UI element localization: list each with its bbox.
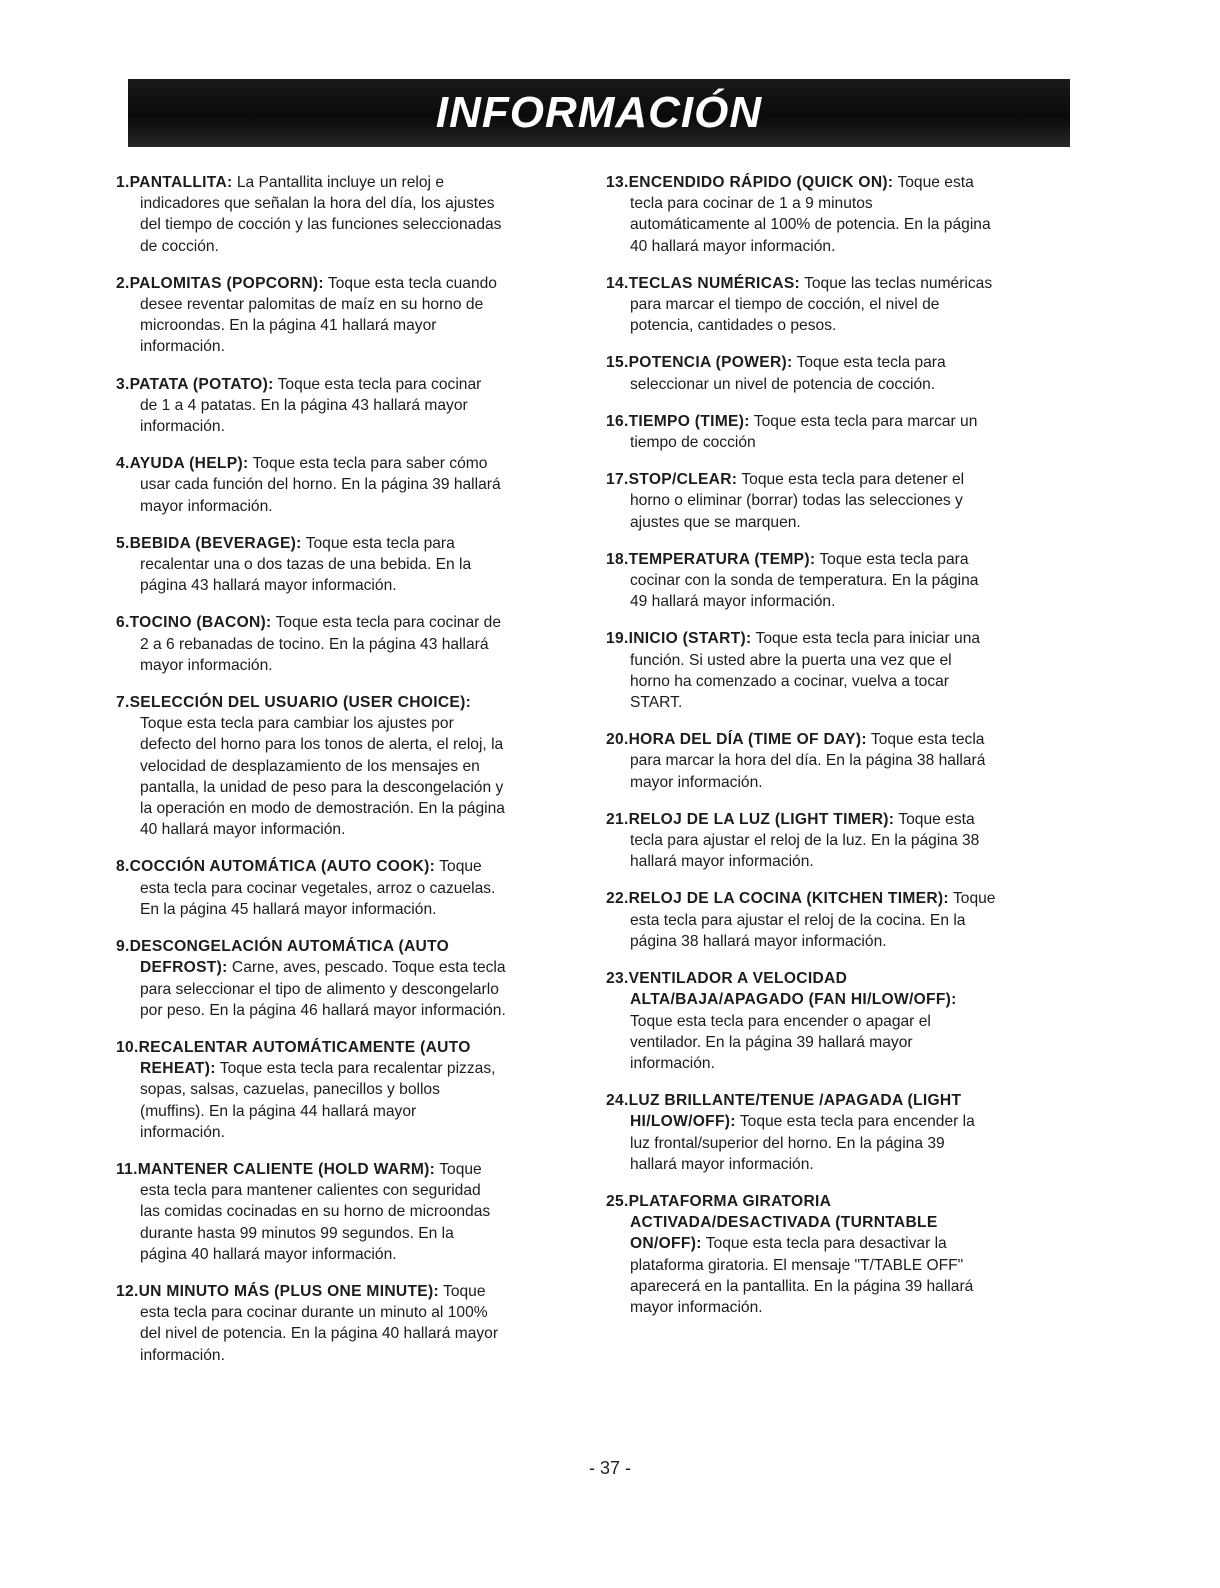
legend-entry (116, 936, 586, 1021)
entry-key-label: HI/LOW/OFF): (630, 1113, 736, 1131)
entry-line (606, 469, 1068, 490)
entry-text: 40 hallará mayor información. (140, 821, 346, 839)
entry-line (606, 1090, 1068, 1111)
entry-text: Toque esta tecla para iniciar una (751, 630, 981, 648)
entry-line (116, 878, 586, 899)
entry-text: durante hasta 99 minutos 99 segundos. En la (140, 1224, 454, 1242)
legend-entry (606, 809, 1068, 873)
entry-line (116, 692, 586, 713)
left-column (116, 172, 586, 1382)
entry-line (606, 671, 1068, 692)
entry-line (116, 496, 586, 517)
entry-text: Toque (435, 858, 482, 876)
entry-key-label: 16.TIEMPO (TIME): (606, 412, 750, 430)
entry-line (116, 1302, 586, 1323)
entry-line (606, 931, 1068, 952)
entry-key-label: 17.STOP/CLEAR: (606, 471, 738, 489)
entry-line (606, 1133, 1068, 1154)
entry-line (116, 777, 586, 798)
entry-text: Toque (438, 1282, 486, 1300)
legend-entry (606, 1191, 1068, 1318)
entry-line (606, 628, 1068, 649)
entry-text: potencia, cantidades o pesos. (630, 317, 837, 335)
entry-line (606, 490, 1068, 511)
entry-line (116, 1058, 586, 1079)
legend-entry (116, 273, 586, 358)
entry-text: la operación en modo de demostración. En la página (140, 800, 505, 818)
legend-entry (116, 374, 586, 438)
entry-key-label: 9.DESCONGELACIÓN AUTOMÁTICA (AUTO (116, 938, 450, 956)
entry-line (606, 772, 1068, 793)
entry-key-label: 6.TOCINO (BACON): (116, 614, 272, 632)
entry-line (606, 1233, 1068, 1254)
entry-text: plataforma giratoria. El mensaje "T/TABLE OFF" (630, 1256, 964, 1274)
legend-entry (606, 888, 1068, 952)
entry-key-label: 1.PANTALLITA: (116, 174, 233, 191)
entry-text: cocinar con la sonda de temperatura. En la página (630, 572, 979, 590)
entry-text: del nivel de potencia. En la página 40 hallará mayor (140, 1325, 499, 1343)
legend-entry (606, 729, 1068, 793)
entry-text: para marcar el tiempo de cocción, el nivel de (630, 296, 940, 314)
entry-line (116, 474, 586, 495)
legend-entry (116, 453, 586, 517)
entry-text: horno o eliminar (borrar) todas las selecciones y (630, 492, 963, 510)
entry-line (116, 554, 586, 575)
entry-text: mayor información. (140, 656, 273, 674)
entry-text: luz frontal/superior del horno. En la página 39 (630, 1134, 945, 1152)
entry-line (606, 1032, 1068, 1053)
legend-entry (606, 172, 1068, 257)
entry-text: de cocción. (140, 237, 219, 255)
entry-text: las comidas cocinadas en su horno de microondas (140, 1203, 491, 1221)
entry-line (116, 1079, 586, 1100)
entry-key-label: 11.MANTENER CALIENTE (HOLD WARM): (116, 1160, 436, 1178)
entry-text: Toque (435, 1160, 482, 1178)
entry-line (116, 655, 586, 676)
entry-key-label: 22.RELOJ DE LA COCINA (KITCHEN TIMER): (606, 890, 949, 908)
entry-line (606, 1111, 1068, 1132)
entry-text: desee reventar palomitas de maíz en su horno de (140, 296, 484, 314)
entry-text: tiempo de cocción (630, 434, 756, 452)
entry-text: información. (140, 338, 225, 356)
entry-line (116, 1201, 586, 1222)
entry-line (116, 612, 586, 633)
entry-key-label: 12.UN MINUTO MÁS (PLUS ONE MINUTE): (116, 1282, 439, 1300)
legend-entry (116, 533, 586, 597)
entry-line (606, 570, 1068, 591)
entry-text: mayor información. (140, 497, 273, 515)
entry-line (606, 193, 1068, 214)
entry-line (606, 1154, 1068, 1175)
legend-entry (116, 692, 586, 840)
entry-text: hallará mayor información. (630, 853, 814, 871)
entry-text: página 40 hallará mayor información. (140, 1245, 397, 1263)
entry-key-label: 18.TEMPERATURA (TEMP): (606, 550, 816, 568)
entry-line (116, 1223, 586, 1244)
entry-key-label: 24.LUZ BRILLANTE/TENUE /APAGADA (LIGHT (606, 1092, 962, 1110)
entry-key-label: DEFROST): (140, 959, 228, 977)
entry-line (116, 1244, 586, 1265)
entry-text: Toque esta tecla para detener el (737, 471, 965, 489)
entry-text: para seleccionar el tipo de alimento y descongelarlo (140, 980, 499, 998)
entry-key-label: REHEAT): (140, 1060, 216, 1078)
entry-text: Toque esta tecla para (301, 534, 455, 552)
entry-line (606, 1191, 1068, 1212)
entry-text: Toque esta tecla para (792, 354, 946, 372)
entry-line (606, 172, 1068, 193)
page-title: INFORMACIÓN (435, 88, 763, 137)
entry-line (116, 236, 586, 257)
entry-text: Toque esta tecla para recalentar pizzas, (215, 1060, 496, 1078)
entry-line (606, 374, 1068, 395)
entry-text: automáticamente al 100% de potencia. En la página (630, 216, 991, 234)
entry-line (606, 432, 1068, 453)
entry-line (116, 1281, 586, 1302)
entry-line (606, 273, 1068, 294)
entry-line (606, 1255, 1068, 1276)
entry-text: Toque esta tecla para (815, 550, 969, 568)
entry-line (606, 888, 1068, 909)
entry-key-label: 23.VENTILADOR A VELOCIDAD (606, 970, 848, 988)
entry-key-label: 4.AYUDA (HELP): (116, 455, 249, 473)
entry-text: recalentar una o dos tazas de una bebida. En la (140, 556, 472, 574)
entry-line (116, 756, 586, 777)
entry-line (606, 910, 1068, 931)
entry-key-label: 3.PATATA (POTATO): (116, 375, 274, 393)
entry-line (116, 713, 586, 734)
entry-text: pantalla, la unidad de peso para la descongelación y (140, 778, 504, 796)
legend-entry (116, 1037, 586, 1143)
entry-key-label: 13.ENCENDIDO RÁPIDO (QUICK ON): (606, 174, 894, 191)
legend-entry (606, 628, 1068, 713)
entry-text: ajustes que se marquen. (630, 513, 801, 531)
entry-line (116, 374, 586, 395)
entry-line (606, 851, 1068, 872)
entry-text: página 43 hallará mayor información. (140, 577, 397, 595)
entry-text: mayor información. (630, 1298, 763, 1316)
entry-line (606, 968, 1068, 989)
legend-entry (116, 172, 586, 257)
entry-line (116, 533, 586, 554)
entry-text: hallará mayor información. (630, 1155, 814, 1173)
entry-text: Carne, aves, pescado. Toque esta tecla (227, 959, 506, 977)
entry-line (116, 936, 586, 957)
entry-line (606, 989, 1068, 1010)
entry-line (116, 856, 586, 877)
right-column (606, 172, 1068, 1334)
entry-text: START. (630, 694, 683, 712)
entry-text: microondas. En la página 41 hallará mayor (140, 317, 437, 335)
entry-text: información. (140, 1123, 225, 1141)
legend-entry (606, 1090, 1068, 1175)
entry-text: del tiempo de cocción y las funciones seleccionadas (140, 216, 502, 234)
entry-text: esta tecla para cocinar durante un minuto al 100% (140, 1304, 488, 1322)
entry-text: de 1 a 4 patatas. En la página 43 hallará mayor (140, 396, 468, 414)
entry-line (116, 819, 586, 840)
entry-line (116, 1345, 586, 1366)
entry-line (116, 899, 586, 920)
entry-text: 49 hallará mayor información. (630, 593, 836, 611)
entry-key-label: 20.HORA DEL DÍA (TIME OF DAY): (606, 731, 867, 749)
entry-line (606, 591, 1068, 612)
entry-line (606, 512, 1068, 533)
entry-key-label: ALTA/BAJA/APAGADO (FAN HI/LOW/OFF): (630, 991, 957, 1009)
entry-line (606, 692, 1068, 713)
entry-text: La Pantallita incluye un reloj e (232, 174, 445, 191)
entry-line (606, 214, 1068, 235)
entry-key-label: 21.RELOJ DE LA LUZ (LIGHT TIMER): (606, 810, 895, 828)
entry-line (116, 1037, 586, 1058)
entry-text: velocidad de desplazamiento de los mensajes en (140, 757, 480, 775)
entry-line (116, 1180, 586, 1201)
legend-entry (116, 856, 586, 920)
entry-line (116, 798, 586, 819)
entry-text: Toque esta tecla para encender o apagar el (630, 1012, 931, 1030)
entry-line (116, 336, 586, 357)
entry-key-label: 7.SELECCIÓN DEL USUARIO (USER CHOICE): (116, 694, 472, 712)
entry-text: Toque esta tecla para marcar un (749, 412, 978, 430)
entry-line (116, 1000, 586, 1021)
entry-line (116, 979, 586, 1000)
entry-text: seleccionar un nivel de potencia de cocción. (630, 375, 936, 393)
page-number: - 37 - (588, 1458, 631, 1478)
entry-line (606, 729, 1068, 750)
entry-line (606, 294, 1068, 315)
entry-key-label: 2.PALOMITAS (POPCORN): (116, 274, 324, 292)
entry-line (606, 315, 1068, 336)
entry-text: función. Si usted abre la puerta una vez que el (630, 651, 952, 669)
entry-line (116, 634, 586, 655)
entry-line (116, 453, 586, 474)
entry-text: Toque esta tecla para cocinar de (271, 614, 501, 632)
legend-entry (606, 549, 1068, 613)
entry-line (116, 1122, 586, 1143)
entry-line (116, 294, 586, 315)
legend-entry (116, 1159, 586, 1265)
entry-text: información. (140, 1346, 225, 1364)
entry-key-label: 19.INICIO (START): (606, 630, 752, 648)
entry-line (116, 957, 586, 978)
entry-line (606, 549, 1068, 570)
entry-line (116, 1323, 586, 1344)
entry-text: sopas, salsas, cazuelas, panecillos y bollos (140, 1081, 440, 1099)
entry-line (606, 236, 1068, 257)
entry-text: Toque esta tecla para encender la (735, 1113, 975, 1131)
entry-text: 40 hallará mayor información. (630, 237, 836, 255)
entry-text: Toque esta (894, 810, 975, 828)
entry-text: mayor información. (630, 773, 763, 791)
entry-line (606, 650, 1068, 671)
entry-line (116, 734, 586, 755)
entry-key-label: ON/OFF): (630, 1235, 702, 1253)
entry-text: defecto del horno para los tonos de alerta, el reloj, la (140, 736, 504, 754)
entry-key-label: 5.BEBIDA (BEVERAGE): (116, 534, 302, 552)
entry-key-label: 14.TECLAS NUMÉRICAS: (606, 274, 801, 292)
entry-text: Toque esta (893, 174, 974, 191)
entry-key-label: 25.PLATAFORMA GIRATORIA (606, 1192, 832, 1210)
entry-text: por peso. En la página 46 hallará mayor información. (140, 1001, 506, 1019)
entry-text: (muffins). En la página 44 hallará mayor (140, 1102, 417, 1120)
entry-text: información. (630, 1054, 715, 1072)
entry-text: Toque esta tecla (866, 731, 985, 749)
entry-text: Toque esta tecla para cocinar (273, 375, 482, 393)
entry-text: aparecerá en la pantallita. En la página 39 hallará (630, 1277, 974, 1295)
entry-text: tecla para cocinar de 1 a 9 minutos (630, 195, 873, 213)
entry-line (116, 273, 586, 294)
entry-line (606, 1053, 1068, 1074)
entry-key-label: 8.COCCIÓN AUTOMÁTICA (AUTO COOK): (116, 858, 436, 876)
entry-line (116, 395, 586, 416)
entry-text: información. (140, 418, 225, 436)
entry-line (116, 1159, 586, 1180)
entry-line (116, 1101, 586, 1122)
entry-text: Toque esta tecla para cambiar los ajustes por (140, 715, 454, 733)
entry-text: Toque (948, 890, 996, 908)
legend-entry (116, 612, 586, 676)
entry-text: En la página 45 hallará mayor información. (140, 900, 437, 918)
legend-entry (116, 1281, 586, 1366)
legend-entry (606, 273, 1068, 337)
entry-line (116, 172, 586, 193)
entry-line (606, 830, 1068, 851)
entry-text: página 38 hallará mayor información. (630, 932, 887, 950)
entry-text: ventilador. En la página 39 hallará mayor (630, 1033, 913, 1051)
entry-text: tecla para ajustar el reloj de la luz. En la página 38 (630, 832, 980, 850)
entry-text: Toque las teclas numéricas (800, 274, 993, 292)
entry-text: esta tecla para cocinar vegetales, arroz o cazuelas. (140, 879, 496, 897)
legend-entry (606, 968, 1068, 1074)
entry-line (606, 750, 1068, 771)
entry-line (116, 416, 586, 437)
entry-line (606, 352, 1068, 373)
entry-line (606, 1212, 1068, 1233)
entry-text: indicadores que señalan la hora del día, los ajustes (140, 195, 495, 213)
entry-text: esta tecla para ajustar el reloj de la cocina. En la (630, 911, 966, 929)
entry-line (606, 411, 1068, 432)
entry-line (116, 193, 586, 214)
entry-line (116, 575, 586, 596)
entry-line (116, 315, 586, 336)
entry-line (606, 1011, 1068, 1032)
entry-key-label: ACTIVADA/DESACTIVADA (TURNTABLE (630, 1214, 938, 1232)
legend-entry (606, 352, 1068, 394)
entry-text: esta tecla para mantener calientes con seguridad (140, 1182, 481, 1200)
entry-line (606, 1297, 1068, 1318)
entry-text: para marcar la hora del día. En la página 38 hallará (630, 752, 986, 770)
entry-line (606, 1276, 1068, 1297)
section-banner (128, 79, 1070, 147)
legend-entry (606, 469, 1068, 533)
entry-text: Toque esta tecla cuando (323, 274, 497, 292)
entry-text: usar cada función del horno. En la página 39 hallará (140, 476, 501, 494)
entry-text: 2 a 6 rebanadas de tocino. En la página 43 hallará (140, 635, 489, 653)
entry-key-label: 15.POTENCIA (POWER): (606, 354, 793, 372)
entry-text: Toque esta tecla para saber cómo (248, 455, 488, 473)
entry-line (606, 809, 1068, 830)
entry-line (116, 214, 586, 235)
entry-text: horno ha comenzado a cocinar, vuelva a tocar (630, 672, 950, 690)
legend-entry (606, 411, 1068, 453)
entry-text: Toque esta tecla para desactivar la (701, 1235, 947, 1253)
entry-key-label: 10.RECALENTAR AUTOMÁTICAMENTE (AUTO (116, 1038, 471, 1056)
